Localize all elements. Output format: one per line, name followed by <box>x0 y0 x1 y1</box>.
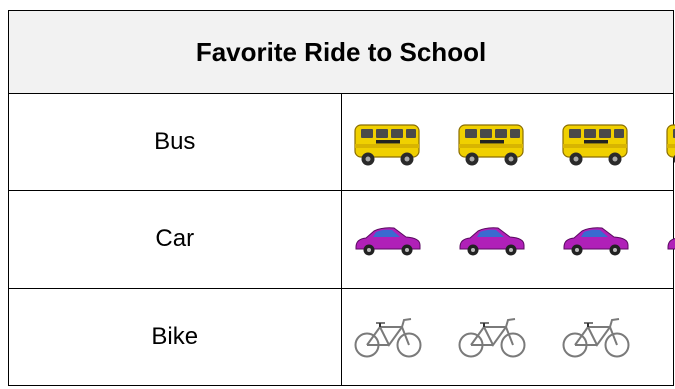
school-bus-icon <box>560 116 632 168</box>
row-label-bike: Bike <box>9 288 342 385</box>
school-bus-icon <box>456 116 528 168</box>
bicycle-icon <box>456 311 528 363</box>
icons-cell-bike <box>341 288 674 385</box>
car-icon <box>664 213 675 265</box>
car-icon <box>352 213 424 265</box>
bicycle-icon <box>352 311 424 363</box>
car-icon <box>560 213 632 265</box>
icons-cell-bus <box>341 94 674 191</box>
bicycle-icon <box>560 311 632 363</box>
table-row <box>9 191 674 288</box>
school-bus-icon <box>664 116 675 168</box>
row-label-bus: Bus <box>9 94 342 191</box>
table-row <box>9 94 674 191</box>
car-icon <box>456 213 528 265</box>
pictograph-table <box>8 10 674 386</box>
row-label-car: Car <box>9 191 342 288</box>
table-row <box>9 288 674 385</box>
title-cell <box>9 11 674 94</box>
chart-title: Favorite Ride to School <box>195 36 487 67</box>
icons-cell-car <box>341 191 674 288</box>
school-bus-icon <box>352 116 424 168</box>
